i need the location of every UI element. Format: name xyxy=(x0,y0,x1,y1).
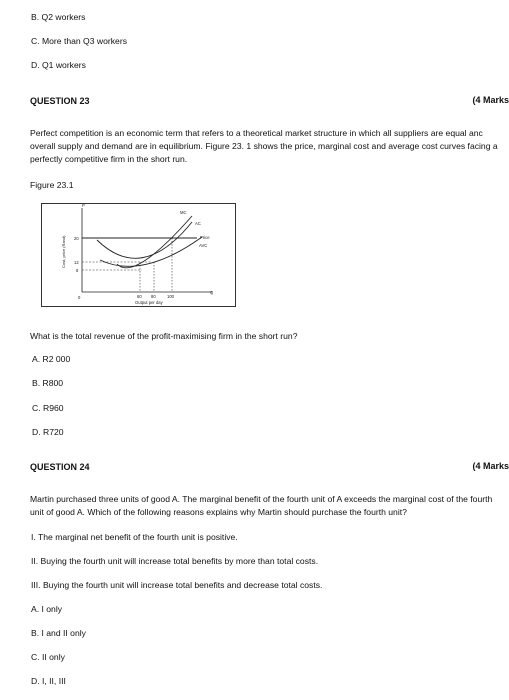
y-axis-top-label: P xyxy=(82,204,85,208)
x-tick-100: 100 xyxy=(167,294,174,299)
mc-label: MC xyxy=(180,210,187,215)
q23-para-line-3: perfectly competitive firm in the short run. xyxy=(30,154,188,164)
q23-option-d[interactable]: D. R720 xyxy=(32,427,64,437)
q24-para-line-2: unit of good A. Which of the following reasons explains why Martin should purchase the fourth unit? xyxy=(30,507,407,517)
q23-option-c[interactable]: C. R960 xyxy=(32,403,64,413)
x-tick-80: 80 xyxy=(151,294,156,299)
price-label: Price xyxy=(200,235,210,240)
q23-heading: QUESTION 23 xyxy=(30,96,90,106)
ac-label: AC xyxy=(195,221,201,226)
q23-question: What is the total revenue of the profit-maximising firm in the short run? xyxy=(30,331,298,341)
q24-statement-1: I. The marginal net benefit of the fourth unit is positive. xyxy=(31,532,238,542)
q24-option-b[interactable]: B. I and II only xyxy=(31,628,86,638)
avc-label: AVC xyxy=(199,243,208,248)
x-axis-end-label: Q xyxy=(210,290,214,295)
q24-heading: QUESTION 24 xyxy=(30,462,90,472)
y-tick-12: 12 xyxy=(74,260,79,265)
q24-option-c[interactable]: C. II only xyxy=(31,652,65,662)
option-b-prev: B. Q2 workers xyxy=(31,12,86,22)
q23-marks: (4 Marks xyxy=(472,95,509,105)
q23-option-b[interactable]: B. R800 xyxy=(32,378,64,388)
option-c-prev: C. More than Q3 workers xyxy=(31,36,127,46)
q24-option-d[interactable]: D. I, II, III xyxy=(31,676,66,686)
q24-statement-2: II. Buying the fourth unit will increase total benefits by more than total costs. xyxy=(31,556,319,566)
figure-graph xyxy=(42,204,237,308)
x-axis-label: Output per day xyxy=(135,300,163,305)
q24-marks: (4 Marks xyxy=(472,461,509,471)
mc-curve xyxy=(117,216,192,268)
figure-23-1 xyxy=(41,203,236,307)
figure-caption: Figure 23.1 xyxy=(30,180,74,190)
y-axis-label: Cost, price (Rand) xyxy=(61,235,66,268)
y-tick-8: 8 xyxy=(76,268,79,273)
q24-option-a[interactable]: A. I only xyxy=(31,604,63,614)
y-tick-20: 20 xyxy=(74,236,79,241)
q23-option-a[interactable]: A. R2 000 xyxy=(32,354,71,364)
option-d-prev: D. Q1 workers xyxy=(31,60,86,70)
ac-curve xyxy=(97,222,192,258)
q24-statement-3: III. Buying the fourth unit will increase total benefits and decrease total costs. xyxy=(31,580,323,590)
x-tick-60: 60 xyxy=(137,294,142,299)
q24-para-line-1: Martin purchased three units of good A. The marginal benefit of the fourth unit of A exceeds the marginal cost of the fourth xyxy=(30,494,493,504)
q23-para-line-2: overall supply and demand are in equilibrium. Figure 23. 1 shows the price, marginal cost and average cost curves facing a xyxy=(30,141,498,151)
q23-para-line-1: Perfect competition is an economic term that refers to a theoretical market structure in which all suppliers are equal anc xyxy=(30,128,483,138)
origin-label: 0 xyxy=(78,295,81,300)
